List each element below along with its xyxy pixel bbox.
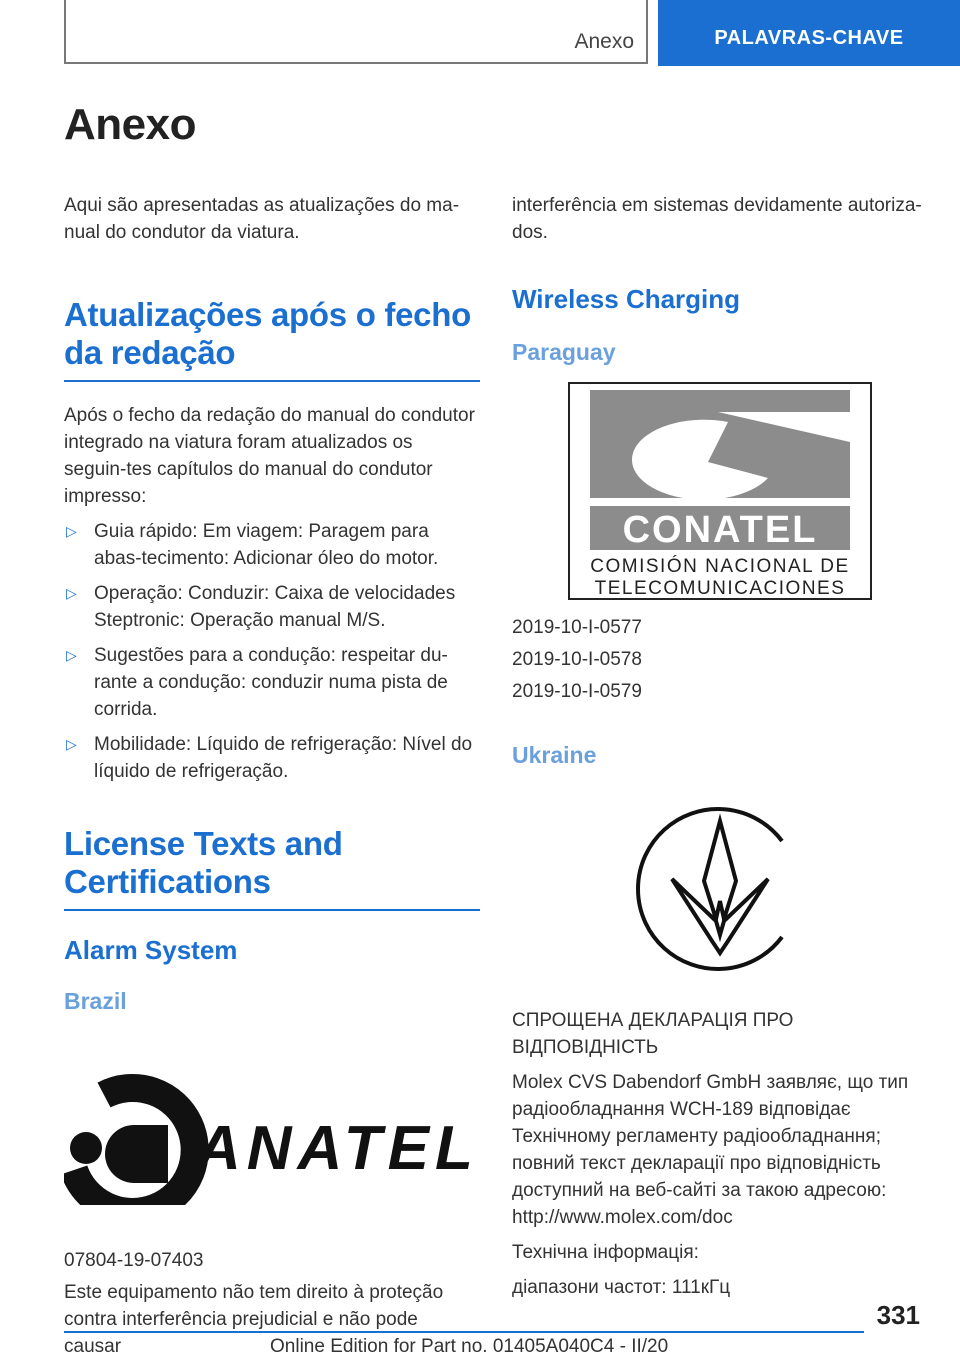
page-number: 331 (876, 1300, 920, 1330)
heading-updates: Atualizações após o fecho da redação (64, 296, 480, 382)
anatel-paragraph-continued: interferência em sistemas devidamente autoriza-dos. (512, 195, 922, 243)
conatel-logo-graphic (568, 382, 872, 600)
updated-chapters-list (64, 518, 480, 785)
ua-frequency-range: діапазони частот: 111кГц (512, 1277, 731, 1298)
conatel-code: 2019-10-I-0578 (512, 649, 642, 670)
heading-paraguay: Paraguay (512, 339, 616, 365)
keywords-tab[interactable]: PALAVRAS-CHAVE (658, 0, 960, 66)
anatel-code: 07804-19-07403 (64, 1250, 204, 1271)
anatel-wordmark: ANATEL (196, 1114, 479, 1183)
heading-license: License Texts and Certifications (64, 825, 480, 911)
anatel-logo (64, 1065, 480, 1205)
right-column (512, 192, 928, 1301)
ua-declaration-text: Molex CVS Dabendorf GmbH заявляє, що тип радіообладнання WCH-189 відповідає Технічному регламенту радіообладнання; повний текст декларації про відповідність доступний на веб-сайті за такою адресою: http://www.molex.com/doc (512, 1072, 909, 1228)
ukraine-conformity-mark (632, 801, 808, 977)
list-item: ▷ Operação: Conduzir: Caixa de velocidades Steptronic: Operação manual M/S. (64, 580, 480, 634)
conatel-code: 2019-10-I-0579 (512, 681, 642, 702)
ukraine-mark-icon (632, 801, 808, 977)
page-title: Anexo (64, 100, 196, 149)
triangle-bullet-icon: ▷ (66, 647, 77, 663)
left-column (64, 192, 480, 1360)
conatel-logo (568, 382, 872, 600)
triangle-bullet-icon: ▷ (66, 585, 77, 601)
conatel-codes (512, 612, 928, 708)
list-item: ▷ Sugestões para a condução: respeitar du-rante a condução: conduzir numa pista de corrida. (64, 642, 480, 723)
triangle-bullet-icon: ▷ (66, 523, 77, 539)
heading-alarm-system: Alarm System (64, 935, 238, 965)
list-item: ▷ Mobilidade: Líquido de refrigeração: Nível do líquido de refrigeração. (64, 731, 480, 785)
conatel-code: 2019-10-I-0577 (512, 617, 642, 638)
ua-technical-info-label: Технічна інформація: (512, 1242, 699, 1263)
heading-ukraine: Ukraine (512, 742, 597, 768)
heading-brazil: Brazil (64, 988, 127, 1014)
anatel-logo-graphic (64, 1065, 480, 1205)
conatel-wordmark: CONATEL (622, 509, 818, 551)
page-header (0, 0, 960, 66)
conatel-subtitle-2: TELECOMUNICACIONES (594, 578, 846, 599)
list-item: ▷ Guia rápido: Em viagem: Paragem para abas-tecimento: Adicionar óleo do motor. (64, 518, 480, 572)
footer-divider (64, 1331, 864, 1333)
triangle-bullet-icon: ▷ (66, 736, 77, 752)
header-frame (64, 0, 648, 64)
ua-declaration-title: СПРОЩЕНА ДЕКЛАРАЦІЯ ПРО ВІДПОВІДНІСТЬ (512, 1010, 794, 1058)
anatel-paragraph: Este equipamento não tem direito à proteção contra interferência prejudicial e não pode causar (64, 1282, 444, 1357)
intro-paragraph: Aqui são apresentadas as atualizações do ma-nual do condutor da viatura. (64, 195, 460, 243)
edition-footer: Online Edition for Part no. 01405A040C4 - II/20 (270, 1336, 669, 1357)
heading-wireless-charging: Wireless Charging (512, 284, 741, 314)
header-section-title: Anexo (574, 30, 634, 53)
updates-paragraph: Após o fecho da redação do manual do condutor integrado na viatura foram atualizados os seguin-tes capítulos do manual do condutor impresso: (64, 405, 475, 507)
conatel-subtitle-1: COMISIÓN NACIONAL DE (590, 556, 850, 577)
